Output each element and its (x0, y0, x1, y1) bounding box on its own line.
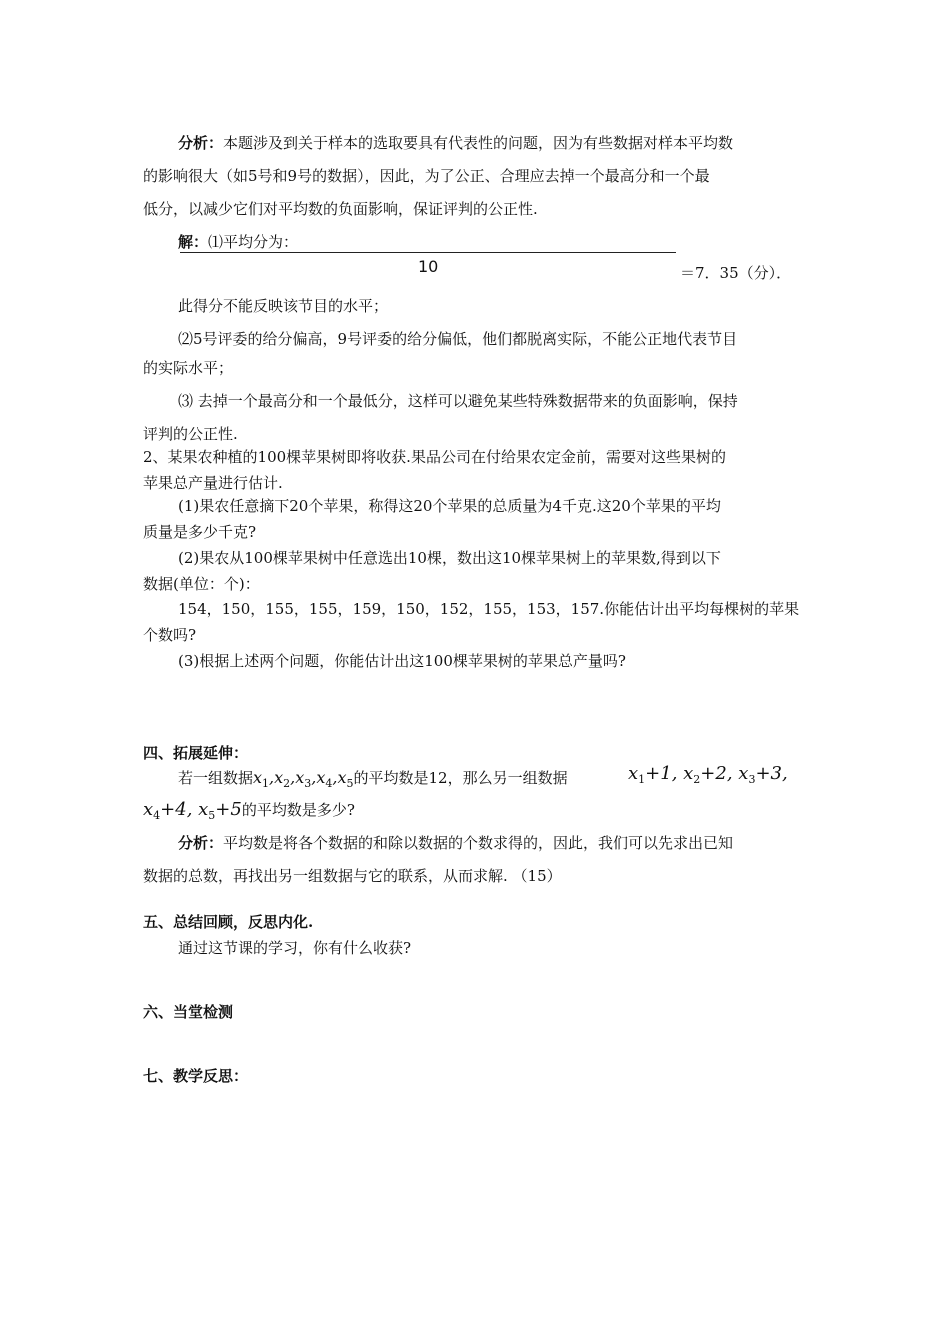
problem2-q1-line-1: (1)果农任意摘下20个苹果，称得这20个苹果的总质量为4千克.这20个苹果的平均 (178, 497, 721, 515)
problem2-line-2: 苹果总产量进行估计. (143, 474, 283, 492)
problem2-q2-line-4: 个数吗? (143, 626, 197, 644)
solution-label: 解： (178, 233, 209, 251)
section4-analysis-label: 分析： (178, 834, 224, 852)
problem2-q2-line-2: 数据(单位：个)： (143, 575, 260, 593)
section6-title: 六、当堂检测 (143, 1003, 234, 1021)
problem2-q1-line-2: 质量是多少千克? (143, 523, 257, 541)
solution-line-1: 解：⑴平均分为： (178, 233, 299, 251)
section5-line-1: 通过这节课的学习，你有什么收获? (178, 939, 412, 957)
section4-question-line-1: 若一组数据$x_1,x_2,x_3,x_4,x_5$的平均数是12，那么另一组数据 (178, 768, 568, 790)
dataset-x1-x5: $x_1,x_2,x_3,x_4,x_5$ (253, 768, 354, 790)
problem2-q3: (3)根据上述两个问题，你能估计出这100棵苹果树的苹果总产量吗? (178, 652, 626, 670)
analysis-line-2: 的影响很大（如5号和9号的数据），因此，为了公正、合理应去掉一个最高分和一个最 (143, 167, 710, 185)
section7-title: 七、教学反思： (143, 1067, 249, 1085)
dataset-shifted-part1: $x_1+1$, $x_2+2$, $x_3+3$, (628, 763, 788, 786)
problem2-q2-line-1: (2)果农从100棵苹果树中任意选出10棵，数出这10棵苹果树上的苹果数,得到以下 (178, 549, 721, 567)
analysis-line-1: 分析：本题涉及到关于样本的选取要具有代表性的问题，因为有些数据对样本平均数 (178, 134, 734, 152)
problem2-line-1: 2、某果农种植的100棵苹果树即将收获.果品公司在付给果农定金前，需要对这些果树的 (143, 448, 726, 466)
solution-part3-line-1: ⑶ 去掉一个最高分和一个最低分，这样可以避免某些特殊数据带来的负面影响，保持 (178, 392, 738, 410)
analysis-line-3: 低分，以减少它们对平均数的负面影响，保证评判的公正性. (143, 200, 538, 218)
section4-question-line-2: $x_4+4$, $x_5+5$的平均数是多少? (143, 799, 355, 822)
solution-part2-line-2: 的实际水平； (143, 359, 234, 377)
section4-analysis-line-1: 分析：平均数是将各个数据的和除以数据的个数求得的，因此，我们可以先求出已知 (178, 834, 734, 852)
analysis-label: 分析： (178, 134, 224, 152)
solution-line-2: 此得分不能反映该节目的水平； (178, 297, 389, 315)
section4-title: 四、拓展延伸： (143, 744, 249, 762)
fraction-bar (180, 252, 676, 253)
fraction-denominator: 10 (418, 257, 439, 276)
solution-part3-line-2: 评判的公正性. (143, 425, 238, 443)
dataset-shifted-part2: $x_4+4$, $x_5+5$ (143, 799, 242, 822)
solution-part2-line-1: ⑵5号评委的给分偏高，9号评委的给分偏低，他们都脱离实际，不能公正地代表节目 (178, 330, 738, 348)
average-result: ＝7．35（分）． (680, 264, 792, 282)
section4-analysis-line-2: 数据的总数，再找出另一组数据与它的联系，从而求解. （15） (143, 867, 562, 885)
section5-title: 五、总结回顾，反思内化. (143, 913, 314, 931)
problem2-q2-data: 154，150，155，155，159，150，152，155，153，157.你能估计出平均每棵树的苹果 (178, 600, 800, 618)
